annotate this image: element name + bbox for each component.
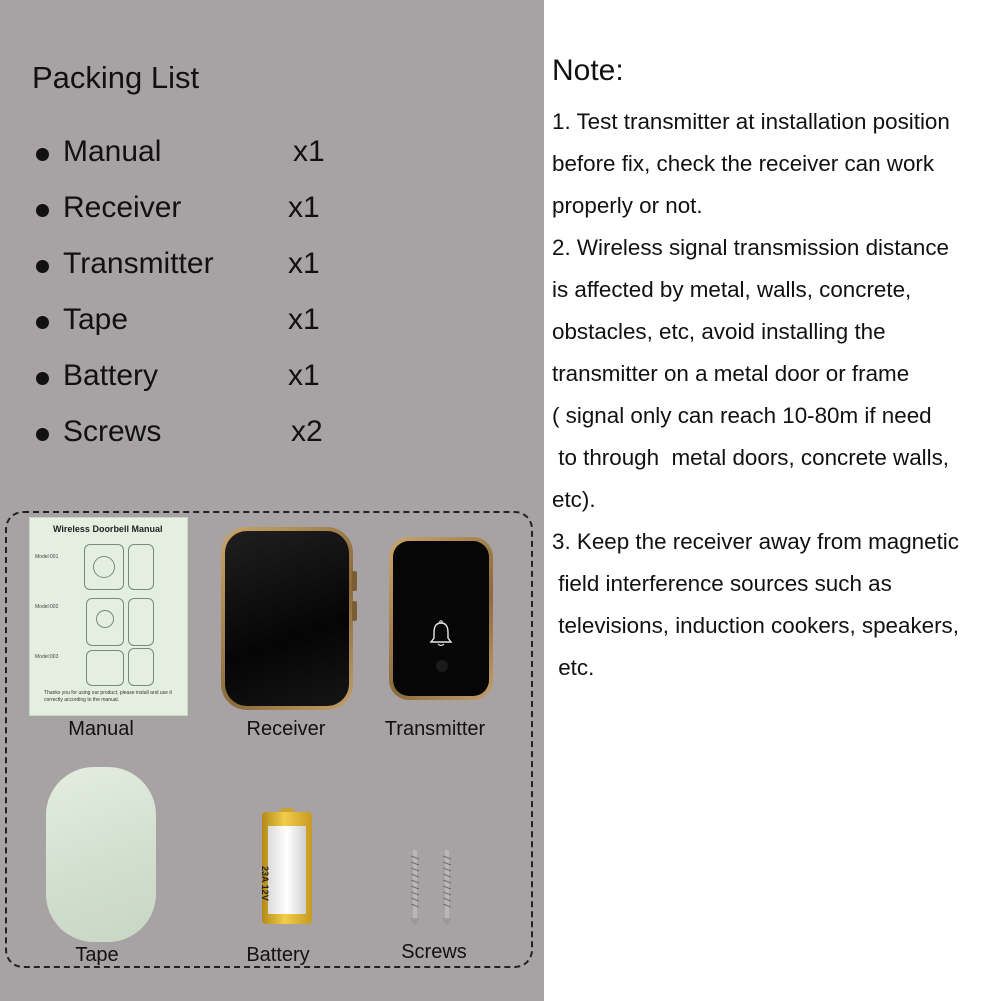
bell-icon [426, 619, 456, 649]
manual-diagram [128, 598, 154, 646]
receiver-caption: Receiver [246, 718, 326, 740]
note-line: field interference sources such as [552, 571, 892, 596]
note-line: 3. Keep the receiver away from magnetic [552, 529, 959, 554]
note-line: 1. Test transmitter at installation position [552, 109, 950, 134]
transmitter-image [389, 537, 493, 700]
screws-caption: Screws [401, 941, 467, 963]
packing-item-name: Manual [63, 135, 162, 168]
packing-item-qty: x1 [288, 191, 320, 224]
manual-model-label: Model:002 [35, 604, 59, 610]
battery-image [262, 808, 312, 924]
packing-item-name: Receiver [63, 191, 182, 224]
note-line: to through metal doors, concrete walls, [552, 445, 950, 470]
bullet-icon [36, 148, 49, 161]
packing-item-name: Battery [63, 359, 159, 392]
packing-item-transmitter [36, 247, 366, 287]
note-line: properly or not. [552, 193, 703, 218]
note-title: Note: [552, 54, 624, 87]
packing-item-manual [36, 135, 366, 175]
note-line: etc). [552, 487, 596, 512]
note-line: 2. Wireless signal transmission distance [552, 235, 949, 260]
receiver-face [225, 531, 349, 706]
receiver-side-button [352, 601, 357, 621]
bullet-icon [36, 428, 49, 441]
receiver-side-button [352, 571, 357, 591]
manual-model-label: Model:003 [35, 654, 59, 660]
manual-doc-title: Wireless Doorbell Manual [53, 524, 163, 534]
note-line: before fix, check the receiver can work [552, 151, 935, 176]
battery-label-band [260, 826, 306, 914]
manual-diagram [93, 556, 115, 578]
manual-model-label: Model:001 [35, 554, 59, 560]
note-line: ( signal only can reach 10-80m if need [552, 403, 932, 428]
packing-item-name: Tape [63, 303, 129, 336]
packing-item-tape [36, 303, 366, 343]
bullet-icon [36, 372, 49, 385]
battery-body [262, 812, 312, 924]
battery-label: 23A 12V [260, 866, 270, 901]
note-line: televisions, induction cookers, speakers, [552, 613, 959, 638]
packing-item-qty: x1 [293, 135, 325, 168]
manual-caption: Manual [68, 718, 134, 740]
packing-item-name: Transmitter [63, 247, 214, 280]
packing-item-qty: x1 [288, 247, 320, 280]
tape-image [46, 767, 156, 942]
manual-diagram [128, 648, 154, 686]
screw-icon [409, 850, 421, 925]
packing-item-name: Screws [63, 415, 162, 448]
battery-caption: Battery [246, 944, 310, 966]
bullet-icon [36, 204, 49, 217]
receiver-image [221, 527, 353, 710]
screw-icon [441, 850, 453, 925]
note-line: etc. [552, 655, 595, 680]
packing-item-receiver [36, 191, 366, 231]
packing-item-battery [36, 359, 366, 399]
bullet-icon [36, 316, 49, 329]
tape-caption: Tape [75, 944, 119, 966]
packing-item-qty: x1 [288, 359, 320, 392]
packing-item-screws [36, 415, 366, 455]
manual-diagram [86, 650, 124, 686]
manual-image [30, 518, 187, 715]
note-line: transmitter on a metal door or frame [552, 361, 910, 386]
transmitter-caption: Transmitter [384, 718, 486, 740]
manual-footer-text: Thanks you for using our product, please install and use it correctly according to the manual. [44, 690, 172, 703]
packing-item-qty: x2 [291, 415, 323, 448]
packing-list-title: Packing List [32, 60, 200, 95]
packing-item-qty: x1 [288, 303, 320, 336]
bullet-icon [36, 260, 49, 273]
note-line: is affected by metal, walls, concrete, [552, 277, 912, 302]
transmitter-face [393, 541, 489, 696]
manual-diagram [96, 610, 114, 628]
transmitter-led [436, 660, 448, 672]
note-line: obstacles, etc, avoid installing the [552, 319, 886, 344]
manual-diagram [128, 544, 154, 590]
